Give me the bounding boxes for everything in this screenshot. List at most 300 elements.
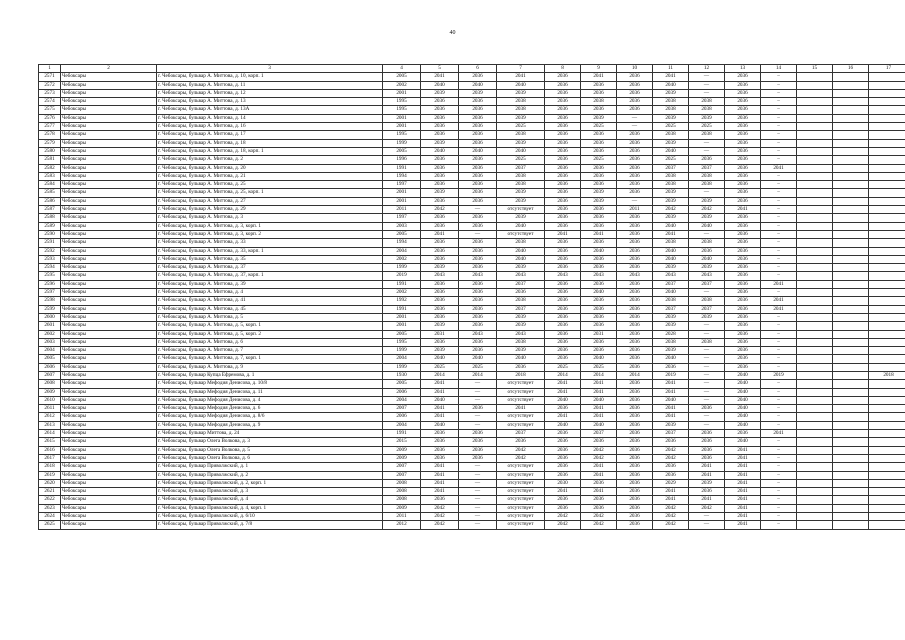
- table-cell: 2623: [39, 504, 61, 512]
- table-cell: 2039: [653, 264, 689, 272]
- table-cell: 2025: [581, 363, 617, 371]
- table-cell: 2036: [545, 438, 581, 446]
- table-cell: 2019: [653, 371, 689, 379]
- table-cell: 2583: [39, 172, 61, 180]
- table-cell: 1995: [383, 131, 421, 139]
- table-cell: Чебоксары: [61, 488, 157, 496]
- table-row: [39, 206, 905, 214]
- table-cell: Чебоксары: [61, 446, 157, 454]
- table-cell: [833, 289, 869, 297]
- table-cell: г. Чебоксары, бульвар А. Миттова, д. 3, корп. 2: [157, 230, 383, 238]
- table-cell: 2036: [459, 347, 497, 355]
- table-cell: г. Чебоксары, бульвар А. Миттова, д. 12: [157, 89, 383, 97]
- table-cell: 2571: [39, 73, 61, 81]
- table-cell: г. Чебоксары, бульвар А. Миттова, д. 3, корп. 1: [157, 222, 383, 230]
- table-row: [39, 255, 905, 263]
- table-row: [39, 471, 905, 479]
- table-cell: 2602: [39, 330, 61, 338]
- table-cell: [833, 421, 869, 429]
- table-cell: 2036: [689, 438, 725, 446]
- table-cell: 2613: [39, 421, 61, 429]
- table-row: [39, 280, 905, 288]
- table-cell: 1991: [383, 430, 421, 438]
- table-cell: Чебоксары: [61, 430, 157, 438]
- table-cell: 2036: [617, 521, 653, 529]
- column-header: 14: [761, 65, 797, 73]
- table-cell: [833, 430, 869, 438]
- table-cell: 2006: [383, 388, 421, 396]
- table-cell: 2041: [421, 413, 459, 421]
- table-cell: [833, 280, 869, 288]
- table-row: [39, 131, 905, 139]
- table-cell: [797, 513, 833, 521]
- table-cell: отсутствует: [497, 206, 545, 214]
- table-cell: Чебоксары: [61, 363, 157, 371]
- table-row: [39, 463, 905, 471]
- table-cell: –: [761, 139, 797, 147]
- table-cell: [797, 496, 833, 504]
- table-cell: 2042: [653, 504, 689, 512]
- table-row: [39, 164, 905, 172]
- table-cell: 2008: [383, 488, 421, 496]
- table-cell: 2036: [617, 305, 653, 313]
- table-cell: 1995: [383, 98, 421, 106]
- table-cell: отсутствует: [497, 463, 545, 471]
- table-cell: Чебоксары: [61, 380, 157, 388]
- table-cell: 2038: [689, 239, 725, 247]
- table-cell: 2036: [725, 222, 761, 230]
- table-cell: 2036: [459, 430, 497, 438]
- table-cell: [797, 222, 833, 230]
- table-cell: 2040: [421, 421, 459, 429]
- table-cell: 2041: [725, 496, 761, 504]
- table-row: [39, 106, 905, 114]
- table-cell: Чебоксары: [61, 305, 157, 313]
- table-row: [39, 521, 905, 529]
- table-cell: 2036: [421, 98, 459, 106]
- table-cell: 2039: [689, 197, 725, 205]
- table-cell: 2041: [689, 496, 725, 504]
- table-cell: 2037: [497, 430, 545, 438]
- table-cell: 2036: [421, 114, 459, 122]
- table-cell: [869, 280, 905, 288]
- table-cell: –: [761, 239, 797, 247]
- table-cell: 2040: [581, 247, 617, 255]
- table-cell: [833, 297, 869, 305]
- table-row: [39, 147, 905, 155]
- table-cell: [797, 521, 833, 529]
- table-cell: 2036: [689, 446, 725, 454]
- table-cell: Чебоксары: [61, 247, 157, 255]
- table-cell: 2031: [581, 330, 617, 338]
- table-cell: 2611: [39, 405, 61, 413]
- table-cell: [797, 181, 833, 189]
- table-cell: Чебоксары: [61, 131, 157, 139]
- table-cell: 2040: [581, 421, 617, 429]
- table-cell: 2586: [39, 197, 61, 205]
- table-cell: 1994: [383, 172, 421, 180]
- table-cell: 2007: [383, 405, 421, 413]
- table-cell: 2041: [653, 380, 689, 388]
- table-cell: 2040: [581, 355, 617, 363]
- table-cell: Чебоксары: [61, 197, 157, 205]
- table-cell: 2042: [689, 504, 725, 512]
- table-cell: –: [761, 388, 797, 396]
- table-cell: г. Чебоксары, бульвар А. Миттова, д. 16: [157, 123, 383, 131]
- table-cell: 1995: [383, 338, 421, 346]
- table-cell: 2036: [581, 504, 617, 512]
- table-cell: 2042: [581, 521, 617, 529]
- table-cell: 2041: [581, 463, 617, 471]
- table-cell: [797, 156, 833, 164]
- table-row: [39, 214, 905, 222]
- table-cell: [869, 430, 905, 438]
- table-cell: 2036: [725, 338, 761, 346]
- table-cell: [833, 172, 869, 180]
- table-cell: 2036: [581, 147, 617, 155]
- table-cell: 2039: [421, 322, 459, 330]
- table-cell: 2041: [761, 280, 797, 288]
- table-cell: [869, 513, 905, 521]
- table-row: [39, 371, 905, 379]
- page-number: 40: [449, 30, 456, 36]
- column-header: 5: [421, 65, 459, 73]
- table-cell: 2042: [653, 513, 689, 521]
- table-row: [39, 98, 905, 106]
- table-cell: 2042: [653, 454, 689, 462]
- table-cell: 2036: [617, 214, 653, 222]
- table-cell: Чебоксары: [61, 521, 157, 529]
- table-cell: 2036: [725, 98, 761, 106]
- table-cell: 2036: [459, 131, 497, 139]
- table-cell: 2039: [497, 189, 545, 197]
- table-cell: 2598: [39, 297, 61, 305]
- table-cell: 2039: [459, 89, 497, 97]
- table-cell: [869, 73, 905, 81]
- table-cell: 2594: [39, 264, 61, 272]
- table-cell: Чебоксары: [61, 156, 157, 164]
- table-cell: 2014: [545, 371, 581, 379]
- table-cell: 2599: [39, 305, 61, 313]
- table-cell: 2036: [421, 123, 459, 131]
- table-cell: —: [689, 521, 725, 529]
- table-cell: —: [689, 230, 725, 238]
- table-cell: 2040: [497, 355, 545, 363]
- table-cell: 2036: [545, 114, 581, 122]
- table-cell: 2039: [581, 114, 617, 122]
- table-cell: 2597: [39, 289, 61, 297]
- table-cell: 2041: [581, 405, 617, 413]
- table-cell: 2621: [39, 488, 61, 496]
- table-cell: 2039: [689, 114, 725, 122]
- table-cell: 2043: [459, 272, 497, 280]
- table-cell: [797, 147, 833, 155]
- table-cell: 2036: [581, 280, 617, 288]
- table-cell: 2036: [497, 289, 545, 297]
- table-cell: 2036: [545, 305, 581, 313]
- table-cell: 2040: [421, 147, 459, 155]
- table-cell: [833, 222, 869, 230]
- table-cell: 1991: [383, 305, 421, 313]
- table-cell: 2036: [725, 114, 761, 122]
- table-cell: 2036: [617, 363, 653, 371]
- table-cell: 2039: [497, 347, 545, 355]
- table-cell: г. Чебоксары, бульвар А. Миттова, д. 20: [157, 164, 383, 172]
- table-cell: [833, 164, 869, 172]
- table-cell: г. Чебоксары, бульвар А. Миттова, д. 5, корп. 1: [157, 322, 383, 330]
- table-cell: 2039: [653, 139, 689, 147]
- table-cell: –: [761, 363, 797, 371]
- table-cell: отсутствует: [497, 413, 545, 421]
- table-cell: 2014: [459, 371, 497, 379]
- table-cell: Чебоксары: [61, 239, 157, 247]
- table-cell: 2036: [617, 264, 653, 272]
- table-cell: 2001: [383, 89, 421, 97]
- table-cell: —: [459, 388, 497, 396]
- table-cell: [797, 73, 833, 81]
- table-row: [39, 114, 905, 122]
- table-cell: 2036: [421, 239, 459, 247]
- table-cell: 2038: [497, 181, 545, 189]
- table-cell: 2038: [497, 239, 545, 247]
- table-cell: [833, 446, 869, 454]
- table-cell: [797, 206, 833, 214]
- table-cell: 2036: [653, 363, 689, 371]
- table-cell: 2036: [581, 172, 617, 180]
- table-cell: 2040: [459, 355, 497, 363]
- table-cell: Чебоксары: [61, 479, 157, 487]
- table-cell: 2039: [653, 347, 689, 355]
- table-cell: 1999: [383, 363, 421, 371]
- table-cell: 2036: [421, 255, 459, 263]
- table-cell: [797, 89, 833, 97]
- table-cell: [797, 106, 833, 114]
- table-cell: 2036: [459, 280, 497, 288]
- table-cell: —: [689, 189, 725, 197]
- table-cell: 2036: [689, 430, 725, 438]
- table-cell: отсутствует: [497, 504, 545, 512]
- table-cell: г. Чебоксары, бульвар Миттова, д. 24: [157, 430, 383, 438]
- table-cell: [833, 471, 869, 479]
- table-row: [39, 172, 905, 180]
- table-cell: г. Чебоксары, бульвар Приволжский, д. 2, корп. 1: [157, 479, 383, 487]
- column-header: 15: [797, 65, 833, 73]
- table-cell: 1930: [383, 371, 421, 379]
- table-cell: [869, 156, 905, 164]
- table-cell: 2036: [617, 313, 653, 321]
- table-cell: 2036: [617, 513, 653, 521]
- table-cell: [869, 479, 905, 487]
- table-cell: г. Чебоксары, бульвар А. Миттова, д. 2: [157, 156, 383, 164]
- table-cell: [797, 363, 833, 371]
- table-cell: 2004: [383, 247, 421, 255]
- table-cell: [797, 471, 833, 479]
- table-cell: —: [689, 347, 725, 355]
- table-cell: [833, 156, 869, 164]
- table-cell: 2036: [725, 131, 761, 139]
- table-cell: г. Чебоксары, бульвар А. Миттова, д. 35: [157, 255, 383, 263]
- table-cell: 2036: [689, 405, 725, 413]
- table-cell: 2036: [581, 264, 617, 272]
- table-row: [39, 413, 905, 421]
- table-cell: 2036: [725, 89, 761, 97]
- table-cell: 2036: [545, 289, 581, 297]
- table-cell: [797, 230, 833, 238]
- table-cell: 2008: [383, 479, 421, 487]
- table-cell: 2040: [459, 147, 497, 155]
- table-cell: 2572: [39, 81, 61, 89]
- table-cell: 2041: [725, 471, 761, 479]
- table-cell: 1997: [383, 214, 421, 222]
- table-cell: 2040: [459, 81, 497, 89]
- table-cell: 2042: [653, 206, 689, 214]
- table-cell: 2042: [421, 521, 459, 529]
- table-cell: 2036: [581, 338, 617, 346]
- table-cell: 2040: [421, 355, 459, 363]
- table-cell: 2589: [39, 222, 61, 230]
- table-cell: –: [761, 230, 797, 238]
- table-cell: 2036: [459, 289, 497, 297]
- table-cell: 2580: [39, 147, 61, 155]
- table-cell: [869, 164, 905, 172]
- table-cell: 2036: [545, 405, 581, 413]
- table-cell: 2038: [497, 338, 545, 346]
- column-header: 3: [157, 65, 383, 73]
- table-cell: 2036: [725, 255, 761, 263]
- table-cell: 2038: [497, 131, 545, 139]
- table-cell: 2040: [689, 255, 725, 263]
- table-cell: 2001: [383, 197, 421, 205]
- table-cell: 2041: [725, 513, 761, 521]
- table-cell: 2039: [421, 189, 459, 197]
- table-cell: 2014: [421, 371, 459, 379]
- table-cell: г. Чебоксары, бульвар А. Миттова, д. 29: [157, 206, 383, 214]
- table-cell: 2036: [617, 488, 653, 496]
- table-cell: –: [761, 463, 797, 471]
- table-cell: [797, 438, 833, 446]
- table-cell: [833, 504, 869, 512]
- table-cell: [833, 272, 869, 280]
- table-cell: 2041: [761, 164, 797, 172]
- table-cell: 2596: [39, 280, 61, 288]
- table-cell: [797, 396, 833, 404]
- table-cell: 2036: [545, 197, 581, 205]
- table-cell: г. Чебоксары, бульвар Купца Ефремова, д. 1: [157, 371, 383, 379]
- table-cell: 2041: [497, 73, 545, 81]
- table-cell: [869, 463, 905, 471]
- table-cell: 2037: [497, 280, 545, 288]
- table-cell: –: [761, 313, 797, 321]
- table-cell: [797, 81, 833, 89]
- table-cell: [869, 197, 905, 205]
- table-cell: Чебоксары: [61, 513, 157, 521]
- table-cell: г. Чебоксары, бульвар Мефодия Денисова, д. 4: [157, 396, 383, 404]
- table-cell: Чебоксары: [61, 214, 157, 222]
- table-cell: 2039: [497, 313, 545, 321]
- table-cell: [869, 131, 905, 139]
- table-cell: [869, 147, 905, 155]
- table-row: [39, 197, 905, 205]
- table-cell: отсутствует: [497, 380, 545, 388]
- table-cell: [869, 247, 905, 255]
- table-cell: [797, 322, 833, 330]
- table-cell: 2006: [383, 413, 421, 421]
- table-cell: [869, 123, 905, 131]
- table-cell: 2036: [545, 147, 581, 155]
- table-cell: 2041: [545, 380, 581, 388]
- table-cell: Чебоксары: [61, 147, 157, 155]
- table-cell: 2041: [653, 230, 689, 238]
- table-row: [39, 297, 905, 305]
- table-cell: Чебоксары: [61, 189, 157, 197]
- table-row: [39, 513, 905, 521]
- table-cell: 2009: [383, 504, 421, 512]
- table-cell: 1991: [383, 280, 421, 288]
- table-cell: 2036: [421, 454, 459, 462]
- table-cell: 2036: [545, 172, 581, 180]
- table-cell: Чебоксары: [61, 123, 157, 131]
- table-cell: 2003: [383, 222, 421, 230]
- table-cell: 2040: [545, 421, 581, 429]
- table-cell: Чебоксары: [61, 181, 157, 189]
- column-number-row: [39, 65, 905, 73]
- table-cell: 2036: [725, 363, 761, 371]
- table-cell: Чебоксары: [61, 272, 157, 280]
- table-cell: 2609: [39, 388, 61, 396]
- table-row: [39, 338, 905, 346]
- table-cell: Чебоксары: [61, 396, 157, 404]
- table-row: [39, 405, 905, 413]
- table-cell: 2028: [653, 330, 689, 338]
- table-cell: 2043: [653, 272, 689, 280]
- table-cell: 1997: [383, 181, 421, 189]
- table-cell: 2036: [545, 496, 581, 504]
- table-cell: 2040: [725, 371, 761, 379]
- table-row: [39, 446, 905, 454]
- table-cell: –: [761, 504, 797, 512]
- table-cell: 2036: [617, 131, 653, 139]
- table-cell: [797, 413, 833, 421]
- table-row: [39, 396, 905, 404]
- table-row: [39, 421, 905, 429]
- table-cell: г. Чебоксары, бульвар А. Миттова, д. 6: [157, 338, 383, 346]
- table-row: [39, 454, 905, 462]
- table-cell: 2040: [725, 396, 761, 404]
- table-cell: 2041: [581, 230, 617, 238]
- table-cell: 2038: [689, 98, 725, 106]
- table-cell: 2036: [617, 388, 653, 396]
- table-cell: 2036: [459, 189, 497, 197]
- table-cell: 2004: [383, 355, 421, 363]
- table-cell: [797, 463, 833, 471]
- table-cell: [833, 338, 869, 346]
- table-cell: –: [761, 98, 797, 106]
- table-cell: 2040: [421, 396, 459, 404]
- table-cell: —: [459, 504, 497, 512]
- table-cell: г. Чебоксары, бульвар Олега Волкова, д. 6: [157, 454, 383, 462]
- table-cell: отсутствует: [497, 230, 545, 238]
- table-cell: г. Чебоксары, бульвар А. Миттова, д. 13: [157, 98, 383, 106]
- table-cell: [869, 405, 905, 413]
- table-cell: 2036: [421, 313, 459, 321]
- table-cell: 2041: [545, 488, 581, 496]
- table-cell: –: [761, 289, 797, 297]
- table-cell: 2036: [725, 81, 761, 89]
- table-cell: 2025: [497, 156, 545, 164]
- table-cell: 2041: [421, 380, 459, 388]
- table-cell: 2039: [497, 264, 545, 272]
- table-cell: [869, 380, 905, 388]
